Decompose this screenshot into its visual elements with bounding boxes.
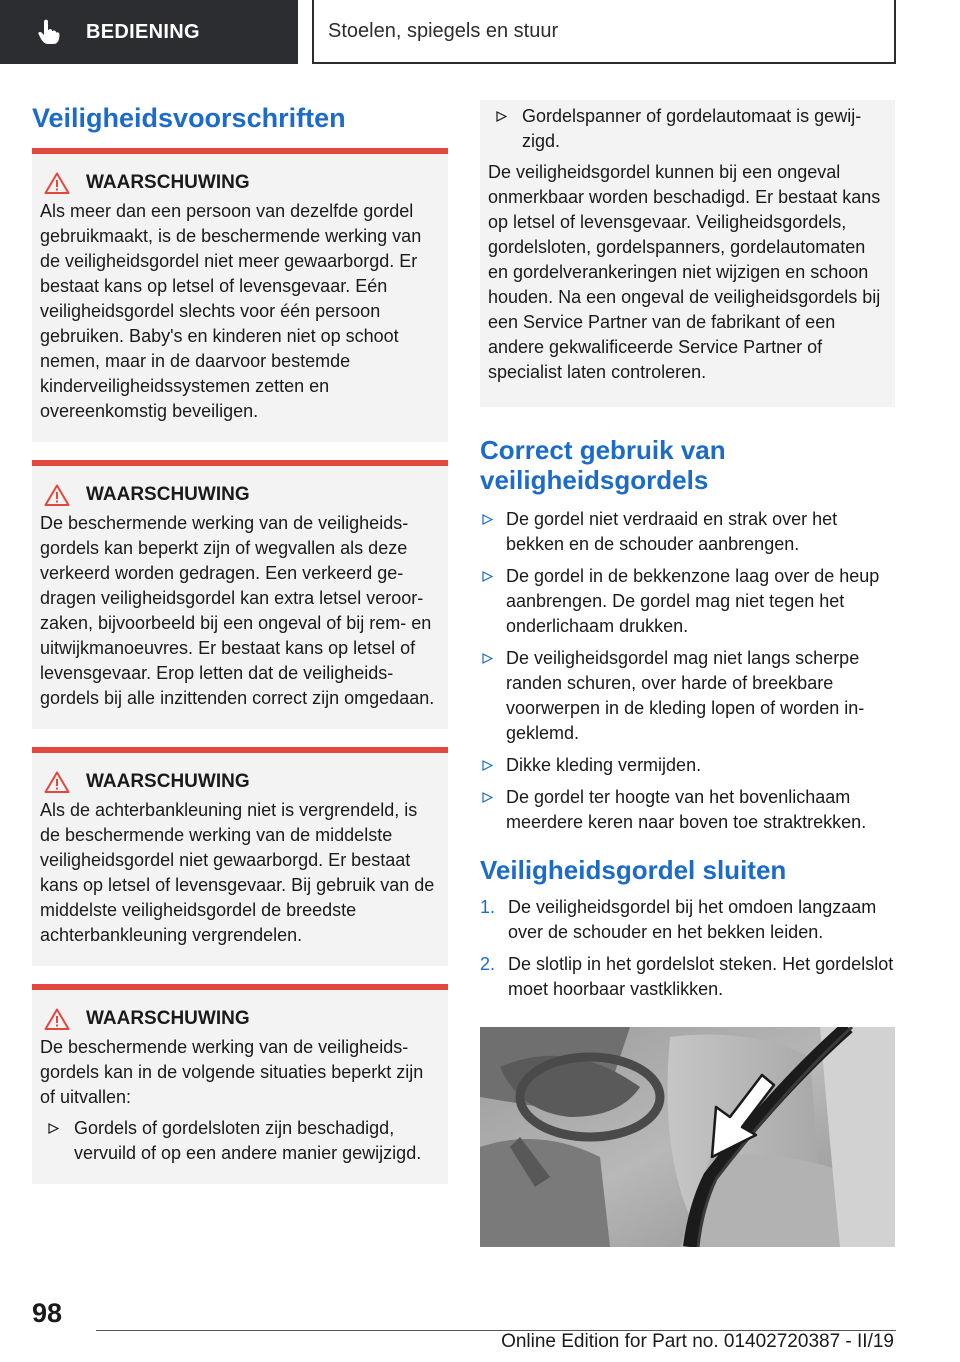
warning-triangle-icon: [44, 1008, 70, 1030]
right-column: [480, 100, 895, 1252]
warning-box-1: [32, 148, 448, 442]
list-item-text: De gordel in de bekkenzone laag over de heup aanbrengen. De gordel mag niet tegen het onderlichaam drukken.: [506, 566, 880, 636]
list-item-text: De veiligheidsgordel mag niet langs scherpe randen schuren, over harde of breekbare voorwerpen in de kleding lopen of worden ingeklemd.: [506, 648, 865, 743]
section-title: Stoelen, spiegels en stuur: [328, 19, 559, 42]
hand-pointer-icon: [38, 19, 60, 45]
warning-box-4: [32, 984, 448, 1184]
section-heading-fasten: Veiligheidsgordel sluiten: [480, 855, 787, 885]
step-item: [480, 952, 895, 1002]
bullet-triangle-icon: [480, 753, 506, 771]
bullet-triangle-icon: [496, 104, 522, 122]
warning-box-2: [32, 460, 448, 729]
list-item: [488, 104, 887, 154]
seatbelt-photo: [480, 1027, 895, 1247]
correct-use-list: [480, 507, 895, 835]
bullet-triangle-icon: [480, 564, 506, 582]
warning-label: WAARSCHUWING: [86, 484, 250, 505]
list-item-text: De gordel niet verdraaid en strak over het bekken en de schouder aanbrengen.: [506, 509, 838, 554]
step-number: 1.: [480, 897, 496, 917]
warning-header: [40, 769, 440, 794]
warning-continuation-box: [480, 100, 895, 407]
list-item: [480, 753, 895, 778]
left-column: [32, 100, 448, 1184]
step-text: De slotlip in het gordelslot steken. Het gordelslot moet hoorbaar vastklikken.: [508, 954, 894, 999]
list-item-text: Gordels of gordelsloten zijn beschadigd, vervuild of op een andere manier gewijzigd.: [74, 1118, 422, 1163]
warning-triangle-icon: [44, 771, 70, 793]
chapter-title: BEDIENING: [86, 20, 200, 43]
step-item: [480, 895, 895, 945]
list-item: [480, 646, 895, 746]
list-item: [480, 785, 895, 835]
list-item-text: Dikke kleding vermijden.: [506, 755, 702, 775]
section-tab: [312, 0, 896, 64]
warning-header: [40, 482, 440, 507]
page-number: 98: [32, 1298, 63, 1328]
page-header: [0, 0, 960, 64]
warning-text: Als de achterbankleuning niet is vergrendeld, is de beschermende werking van de middelste veiligheidsgordel niet gewaarborgd. Er bestaat kans op letsel of levensgevaar. Bij gebruik van de middelste veiligheidsgordel de breedste achterbankleuning vergrendelen.: [40, 800, 435, 945]
warning-text: De beschermende werking van de veiligheidsgordels kan in de volgende situaties beperkt zijn of uitvallen:: [40, 1037, 424, 1107]
warning-text: De beschermende werking van de veiligheidsgordels kan beperkt zijn of wegvallen als deze verkeerd worden gedragen. Een verkeerd gedragen veiligheidsgordel kan extra letsel veroorzaken, bijvoorbeeld bij een ongeval of bij rem- en uitwijkmanoeuvres. Er bestaat kans op letsel of levensgevaar. Erop letten dat de veiligheidsgordels bij alle inzittenden correct zijn omgedaan.: [40, 513, 435, 708]
warning-text: Als meer dan een persoon van dezelfde gordel gebruikmaakt, is de beschermende werking van de veiligheidsgordel niet meer gewaarborgd. Er bestaat kans op letsel of levensgevaar. Eén veiligheidsgordel slechts voor één persoon gebruiken. Baby's en kinderen niet op schoot nemen, maar in de daarvoor bestemde kinderveiligheidssystemen zetten en overeenkomstig beveiligen.: [40, 201, 422, 421]
warning-label: WAARSCHUWING: [86, 771, 250, 792]
list-item: [480, 564, 895, 639]
footer-edition: Online Edition for Part no. 01402720387 - II/19: [501, 1331, 894, 1352]
section-heading-correct-use: Correct gebruik van veiligheidsgordels: [480, 435, 726, 495]
continuation-text: De veiligheidsgordel kunnen bij een ongeval onmerkbaar worden beschadigd. Er bestaat kans op letsel of levensgevaar. Veiligheidsgordels, gordelsloten, gordelspanners, gordelautomaten en gordelverankeringen niet wijzigen en schoon houden. Na een ongeval de veiligheidsgordels bij een Service Partner van de fabrikant of een andere gekwalificeerde Service Partner of specialist laten controleren.: [488, 162, 881, 382]
warning-triangle-icon: [44, 172, 70, 194]
bullet-triangle-icon: [480, 646, 506, 664]
warning-box-3: [32, 747, 448, 966]
warning-label: WAARSCHUWING: [86, 172, 250, 193]
warning-triangle-icon: [44, 484, 70, 506]
step-text: De veiligheidsgordel bij het omdoen langzaam over de schouder en het bekken leiden.: [508, 897, 877, 942]
warning-header: [40, 170, 440, 195]
list-item-text: De gordel ter hoogte van het bovenlichaam meerdere keren naar boven toe straktrekken.: [506, 787, 867, 832]
bullet-triangle-icon: [480, 507, 506, 525]
list-item-text: Gordelspanner of gordelautomaat is gewijzigd.: [522, 106, 862, 151]
list-item: [40, 1116, 440, 1166]
warning-label: WAARSCHUWING: [86, 1008, 250, 1029]
warning-header: [40, 1006, 440, 1031]
chapter-tab: [0, 0, 298, 64]
bullet-triangle-icon: [480, 785, 506, 803]
list-item: [480, 507, 895, 557]
fasten-steps-list: [480, 895, 895, 1002]
bullet-triangle-icon: [48, 1116, 74, 1134]
step-number: 2.: [480, 954, 496, 974]
page-heading: Veiligheidsvoorschriften: [32, 103, 346, 133]
